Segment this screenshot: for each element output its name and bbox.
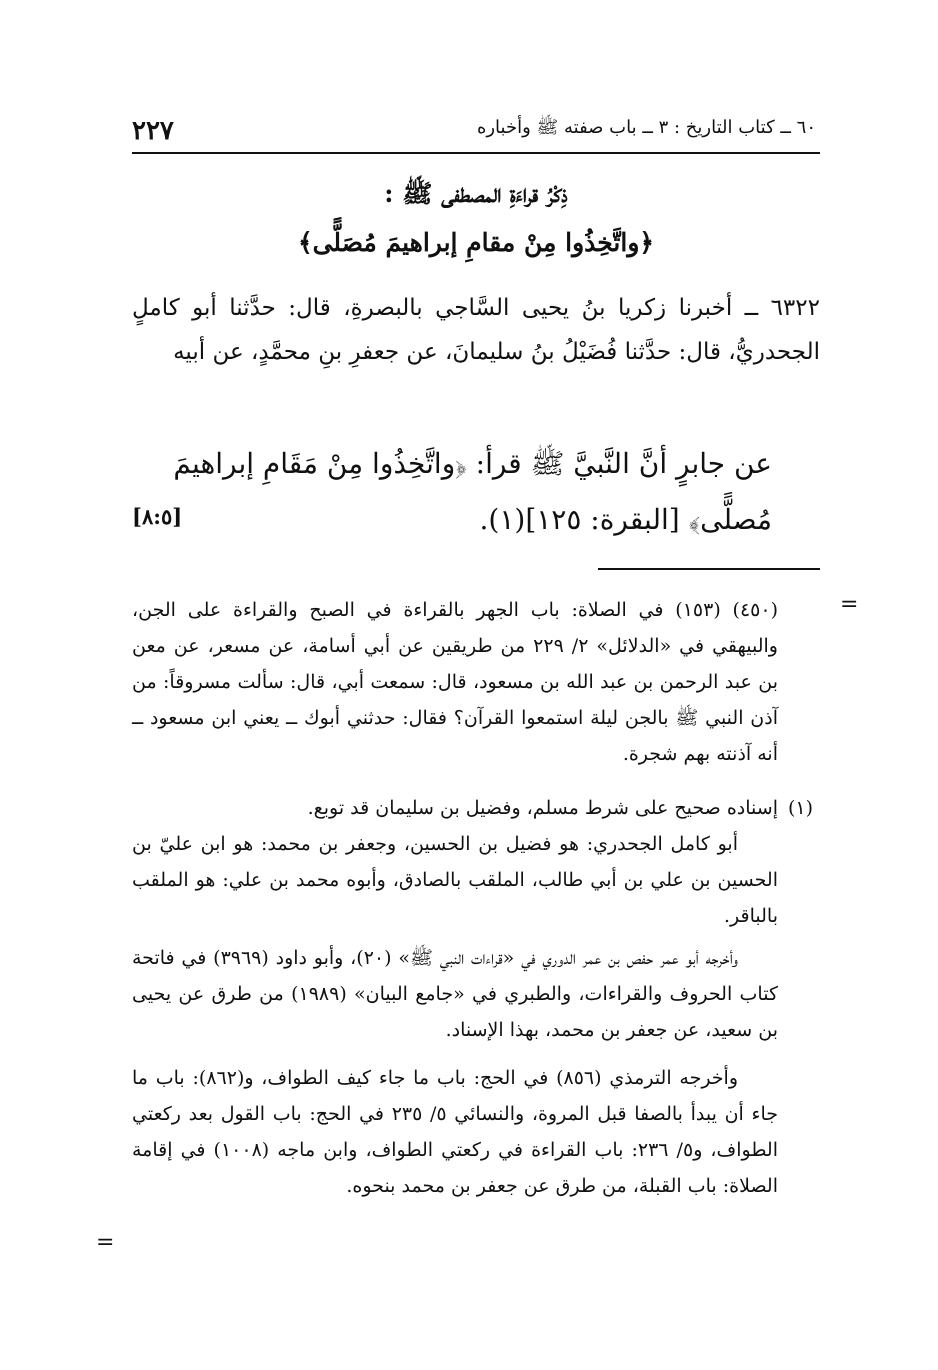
header-rule (132, 152, 820, 154)
footnote-1-text: إسناده صحيح على شرط مسلم، وفضيل بن سليمان قد توبع. (307, 797, 778, 819)
continuation-mark-top: = (840, 592, 859, 617)
footnote-1-label: (١) (788, 797, 814, 819)
footnote-450: (٤٥٠) (١٥٣) في الصلاة: باب الجهر بالقراءة في الصبح والقراءة على الجن، والبيهقي في «الدلائل» ٢/ ٢٢٩ من طريقين عن أبي أسامة، عن مسعر، عن معن بن عبد الرحمن بن عبد الله بن مسعود، قال: سمعت أبي، قال: سألت مسروقاً: من آذن النبي ﷺ بالجن ليلة استمعوا القرآن؟ فقال: حدثني أبوك ــ يعني ابن مسعود ــ أنه آذنته بهم شجرة. (132, 599, 779, 765)
footnote-1-paragraph-4: وأخرجه الترمذي (٨٥٦) في الحج: باب ما جاء كيف الطواف، و(٨٦٢): باب ما جاء أن يبدأ بالصفا قبل المروة، والنسائي ٥/ ٢٣٥ في الحج: باب القول بعد ركعتي الطواف، و٥/ ٢٣٦: باب القراءة في ركعتي الطواف، وابن ماجه (١٠٠٨) في إقامة الصلاة: باب القبلة، من طرق عن جعفر بن محمد بنحوه. (132, 1067, 778, 1197)
footnote-1-paragraph-3: وأخرجه أبو عمر حفص بن عمر الدوري في «قراءات النبي ﷺ» (٢٠)، وأبو داود (٣٩٦٩) في فاتحة كتاب الحروف والقراءات، والطبري في «جامع البيان» (١٩٨٩) من طرق عن يحيى بن سعيد، عن جعفر بن محمد، بهذا الإسناد. (132, 947, 778, 1041)
hadith-text: عن جابرٍ أنَّ النَّبيَّ ﷺ قرأ: ﴿واتَّخِذُوا مِنْ مَقَامِ إبراهيمَ مُصلًّى﴾ [البقرة: ١٢٥](١). (173, 447, 772, 536)
footnote-rule (598, 568, 820, 570)
hadith-reference: [٨:٥] (132, 504, 183, 529)
continuation-mark-bottom: = (96, 1230, 115, 1255)
section-heading: ذِكْرُ قراءَةِ المصطفى ﷺ : (384, 179, 568, 208)
isnad-paragraph: ٦٣٢٢ ــ أخبرنا زكريا بنُ يحيى السَّاجي بالبصرةِ، قال: حدَّثنا أبو كاملٍ الجحدريُّ، قال: حدَّثنا فُضَيْلُ بنُ سليمانَ، عن جعفرِ بنِ محمَّدٍ، عن أبيه (132, 295, 820, 365)
page-number: ٢٢٧ (132, 116, 174, 146)
section-subheading-verse: ﴿واتَّخِذُوا مِنْ مقامِ إبراهيمَ مُصَلًّى﴾ (297, 228, 655, 257)
footnote-1-paragraph-2: أبو كامل الجحدري: هو فضيل بن الحسين، وجعفر بن محمد: هو ابن عليّ بن الحسين بن علي بن أبي طالب، الملقب بالصادق، وأبوه محمد بن علي: هو الملقب بالباقر. (132, 833, 778, 927)
running-title: ٦٠ ــ كتاب التاريخ : ٣ ــ باب صفته ﷺ وأخباره (476, 117, 816, 138)
